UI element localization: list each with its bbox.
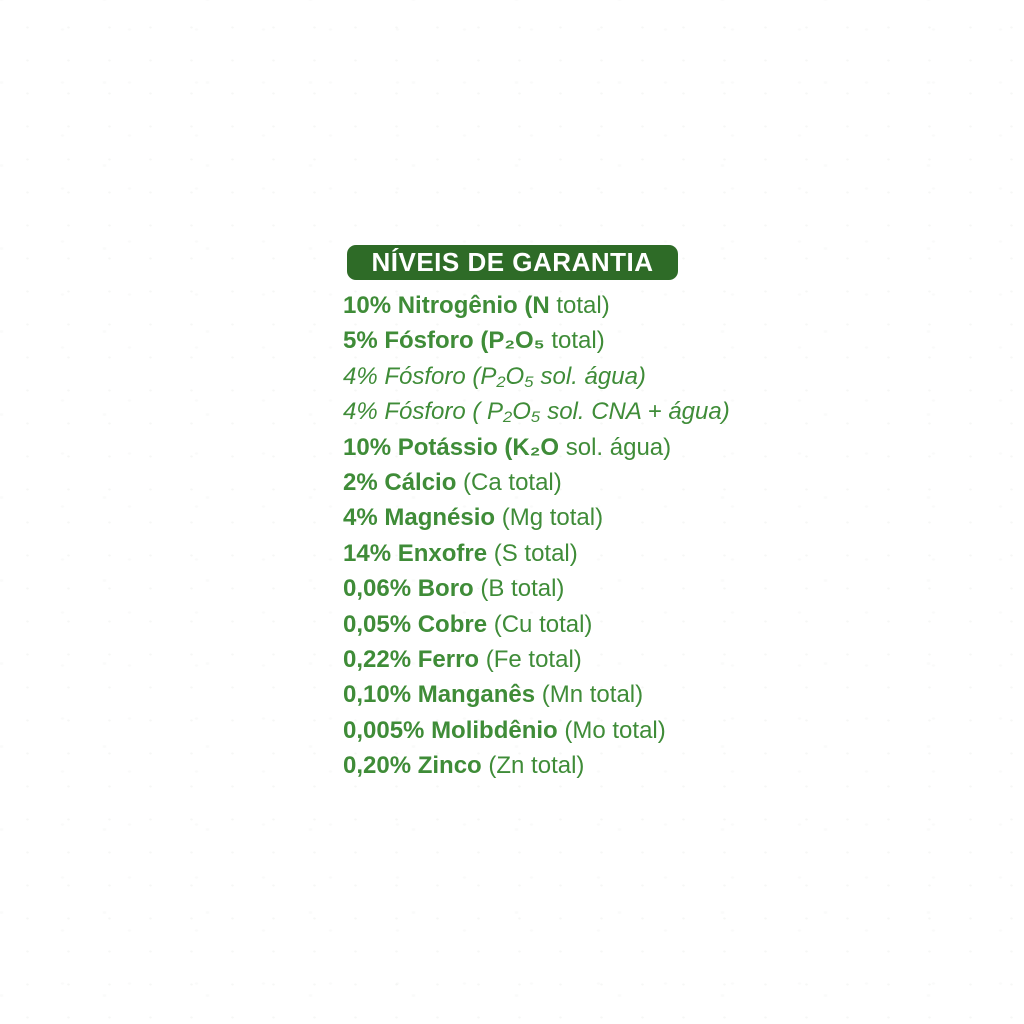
guarantee-row-fosforo-total bbox=[343, 323, 703, 358]
guarantee-row-ferro bbox=[343, 642, 703, 677]
row-bold-text: 0,22% Ferro bbox=[343, 646, 480, 674]
guarantee-row-potassio bbox=[343, 430, 703, 465]
guarantee-row-cobre bbox=[343, 607, 703, 642]
row-regular-text: total) bbox=[544, 327, 605, 355]
guarantee-levels-label bbox=[343, 245, 730, 784]
guarantee-row-fosforo-sol-cna bbox=[343, 394, 730, 429]
row-bold-text: 2% Cálcio bbox=[343, 469, 457, 497]
row-regular-text: (Cu total) bbox=[487, 610, 593, 638]
row-regular-text: (Mg total) bbox=[495, 504, 604, 532]
guarantee-row-manganes bbox=[343, 677, 703, 712]
row-regular-text: total) bbox=[549, 292, 610, 319]
guarantee-row-zinco bbox=[343, 748, 703, 783]
row-regular-text: 4% Fósforo ( P₂O₅ sol. CNA + água) bbox=[343, 398, 730, 426]
row-bold-text: 0,20% Zinco bbox=[343, 752, 482, 780]
row-regular-text: (Fe total) bbox=[479, 646, 582, 674]
row-regular-text: (Mo total) bbox=[557, 716, 666, 744]
row-regular-text: 4% Fósforo (P₂O₅ sol. água) bbox=[343, 362, 646, 390]
guarantee-row-boro bbox=[343, 571, 703, 606]
guarantee-row-calcio bbox=[343, 465, 703, 500]
guarantee-row-molibdenio bbox=[343, 713, 703, 748]
guarantee-levels-header: NÍVEIS DE GARANTIA bbox=[347, 245, 678, 280]
row-bold-text: 10% Nitrogênio (N bbox=[343, 292, 550, 319]
row-bold-text: 0,05% Cobre bbox=[343, 610, 488, 638]
row-regular-text: (B total) bbox=[473, 575, 565, 603]
guarantee-row-magnesio bbox=[343, 500, 703, 535]
row-bold-text: 0,005% Molibdênio bbox=[343, 716, 558, 744]
row-regular-text: (S total) bbox=[487, 539, 578, 567]
row-bold-text: 10% Potássio (K₂O bbox=[343, 433, 560, 461]
row-bold-text: 5% Fósforo (P₂O₅ bbox=[343, 327, 545, 355]
row-bold-text: 14% Enxofre bbox=[343, 539, 488, 567]
guarantee-rows bbox=[343, 288, 730, 784]
row-bold-text: 0,10% Manganês bbox=[343, 681, 536, 709]
row-bold-text: 0,06% Boro bbox=[343, 575, 474, 603]
row-regular-text: (Ca total) bbox=[456, 469, 562, 497]
row-regular-text: (Mn total) bbox=[535, 681, 644, 709]
row-regular-text: (Zn total) bbox=[481, 752, 585, 780]
guarantee-row-fosforo-sol-agua bbox=[343, 359, 703, 394]
row-bold-text: 4% Magnésio bbox=[343, 504, 496, 532]
guarantee-row-nitrogenio bbox=[343, 288, 703, 323]
guarantee-row-enxofre bbox=[343, 536, 703, 571]
row-regular-text: sol. água) bbox=[559, 433, 672, 461]
